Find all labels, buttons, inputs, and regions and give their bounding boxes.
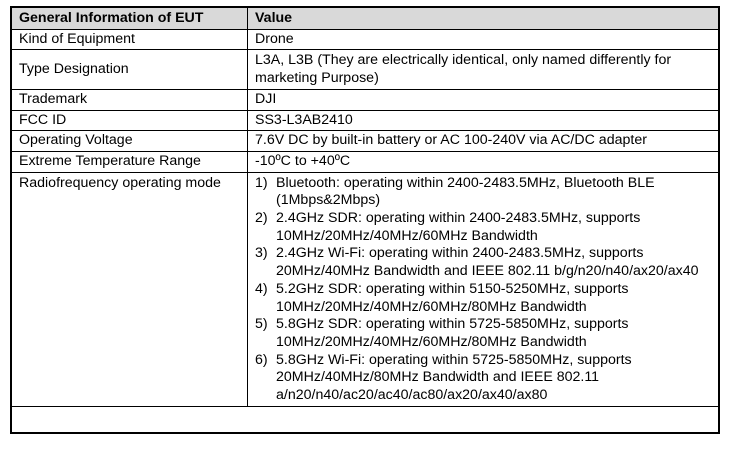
list-item <box>255 245 712 280</box>
mode-number: 6) <box>255 351 268 368</box>
mode-text: 5.8GHz Wi-Fi: operating within 5725-5850MHz, supports 20MHz/40MHz/80MHz Bandwidth and IEEE 802.11 a/n20/n40/ac20/ac40/ac80/ax20/ax40/ax80 <box>276 351 632 404</box>
label-radiofrequency-mode: Radiofrequency operating mode <box>12 172 248 406</box>
mode-number: 2) <box>255 210 268 227</box>
table-header-row <box>12 8 720 30</box>
label-extreme-temperature: Extreme Temperature Range <box>12 151 248 172</box>
label-kind-of-equipment: Kind of Equipment <box>12 29 248 50</box>
mode-number: 1) <box>255 174 268 191</box>
mode-text: 2.4GHz Wi-Fi: operating within 2400-2483.5MHz, supports 20MHz/40MHz Bandwidth and IEEE 802.11 b/g/n20/n40/ax20/ax40 <box>276 245 699 280</box>
mode-text: 5.8GHz SDR: operating within 5725-5850MHz, supports 10MHz/20MHz/40MHz/60MHz/80MHz Bandwidth <box>276 316 629 350</box>
header-value: Value <box>248 8 720 30</box>
list-item <box>255 210 712 245</box>
eut-info-table-wrapper <box>11 7 720 407</box>
row-type-designation <box>12 50 720 89</box>
value-extreme-temperature: -10ºC to +40ºC <box>248 151 720 172</box>
value-operating-voltage: 7.6V DC by built-in battery or AC 100-240V via AC/DC adapter <box>248 131 720 152</box>
value-type-designation: L3A, L3B (They are electrically identical, only named differently for marketing Purpose) <box>248 50 720 89</box>
value-trademark: DJI <box>248 89 720 110</box>
value-kind-of-equipment: Drone <box>248 29 720 50</box>
row-fcc-id <box>12 110 720 131</box>
label-operating-voltage: Operating Voltage <box>12 131 248 152</box>
mode-text: 2.4GHz SDR: operating within 2400-2483.5MHz, supports 10MHz/20MHz/40MHz/60MHz Bandwidth <box>276 210 641 244</box>
row-extreme-temperature <box>12 151 720 172</box>
list-item <box>255 352 712 405</box>
row-operating-voltage <box>12 131 720 152</box>
label-trademark: Trademark <box>12 89 248 110</box>
row-trademark <box>12 89 720 110</box>
mode-text: 5.2GHz SDR: operating within 5150-5250MHz, supports 10MHz/20MHz/40MHz/60MHz/80MHz Bandwidth <box>276 280 629 315</box>
list-item <box>255 316 712 351</box>
label-fcc-id: FCC ID <box>12 110 248 131</box>
mode-text: Bluetooth: operating within 2400-2483.5MHz, Bluetooth BLE (1Mbps&2Mbps) <box>276 174 655 209</box>
list-item <box>255 175 712 210</box>
mode-number: 3) <box>255 245 268 262</box>
list-item <box>255 281 712 316</box>
row-kind-of-equipment <box>12 29 720 50</box>
label-type-designation: Type Designation <box>12 50 248 89</box>
mode-number: 5) <box>255 316 268 333</box>
value-fcc-id: SS3-L3AB2410 <box>248 110 720 131</box>
mode-list <box>255 175 712 405</box>
value-radiofrequency-mode <box>248 172 720 406</box>
mode-number: 4) <box>255 280 268 297</box>
row-radiofrequency-mode <box>12 172 720 406</box>
header-general-information: General Information of EUT <box>12 8 248 30</box>
eut-info-table <box>11 7 720 407</box>
